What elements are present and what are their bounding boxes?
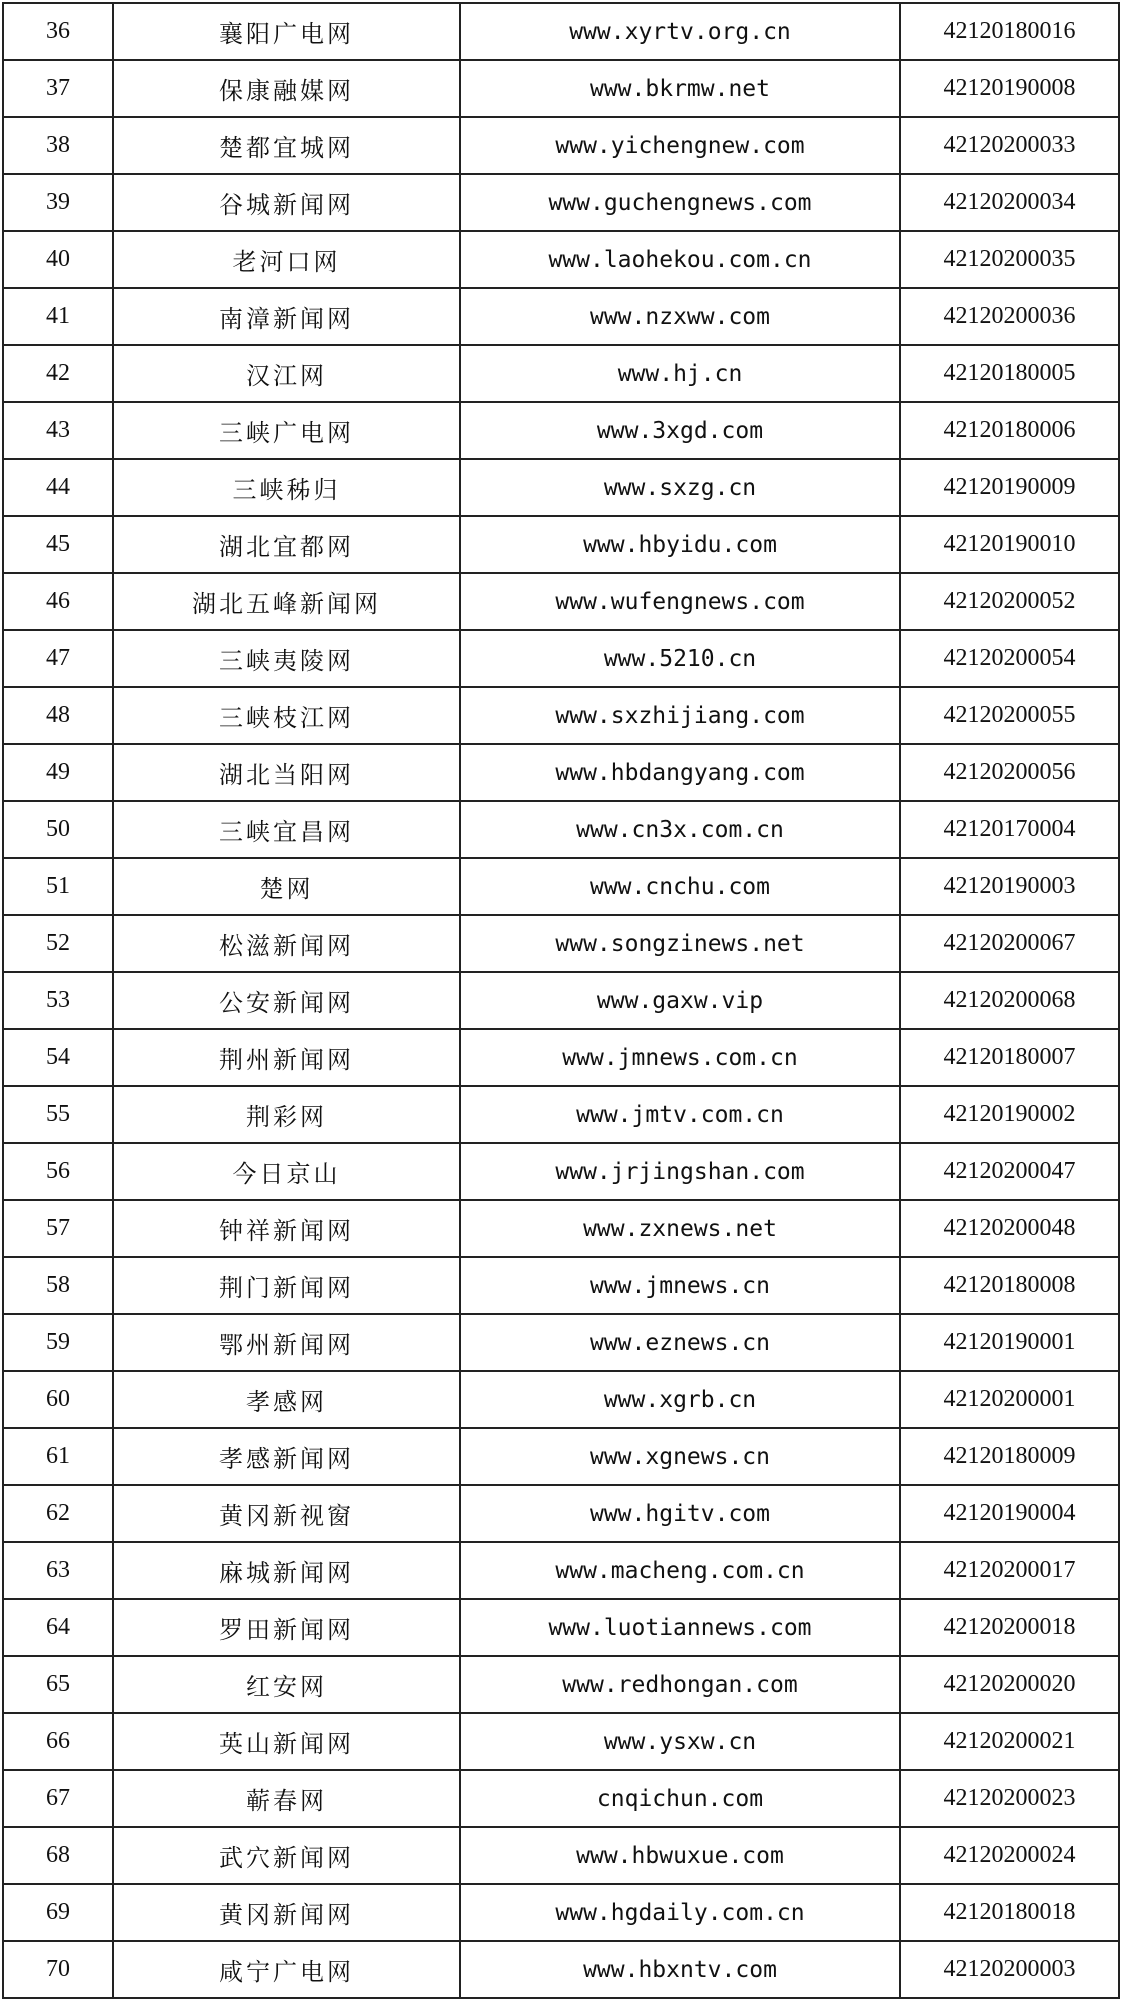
row-number-cell: 69: [3, 1884, 113, 1941]
registration-code-cell: 42120200021: [900, 1713, 1119, 1770]
site-url-cell: www.zxnews.net: [460, 1200, 900, 1257]
site-url-cell: www.sxzg.cn: [460, 459, 900, 516]
row-number-cell: 70: [3, 1941, 113, 1998]
site-name-cell: 三峡宜昌网: [113, 801, 460, 858]
site-name-cell: 麻城新闻网: [113, 1542, 460, 1599]
site-name-cell: 黄冈新视窗: [113, 1485, 460, 1542]
row-number-cell: 44: [3, 459, 113, 516]
table-row: [3, 459, 1119, 516]
table-row: [3, 1656, 1119, 1713]
registration-code-cell: 42120200023: [900, 1770, 1119, 1827]
site-url-cell: www.xyrtv.org.cn: [460, 3, 900, 60]
table-row: [3, 1086, 1119, 1143]
table-row: [3, 1542, 1119, 1599]
table-row: [3, 345, 1119, 402]
table-row: [3, 915, 1119, 972]
site-name-cell: 孝感网: [113, 1371, 460, 1428]
registration-code-cell: 42120200003: [900, 1941, 1119, 1998]
table-row: [3, 1770, 1119, 1827]
table-row: [3, 1884, 1119, 1941]
site-url-cell: www.luotiannews.com: [460, 1599, 900, 1656]
registration-code-cell: 42120180008: [900, 1257, 1119, 1314]
site-url-cell: www.hgdaily.com.cn: [460, 1884, 900, 1941]
registration-code-cell: 42120180016: [900, 3, 1119, 60]
registration-code-cell: 42120180007: [900, 1029, 1119, 1086]
registration-code-cell: 42120190003: [900, 858, 1119, 915]
site-url-cell: www.jmnews.cn: [460, 1257, 900, 1314]
site-url-cell: www.jrjingshan.com: [460, 1143, 900, 1200]
registration-code-cell: 42120200036: [900, 288, 1119, 345]
row-number-cell: 47: [3, 630, 113, 687]
table-row: [3, 1029, 1119, 1086]
site-url-cell: www.laohekou.com.cn: [460, 231, 900, 288]
registration-code-cell: 42120190008: [900, 60, 1119, 117]
site-url-cell: www.yichengnew.com: [460, 117, 900, 174]
site-url-cell: www.3xgd.com: [460, 402, 900, 459]
table-row: [3, 1713, 1119, 1770]
row-number-cell: 65: [3, 1656, 113, 1713]
registration-code-cell: 42120200047: [900, 1143, 1119, 1200]
site-url-cell: www.hgitv.com: [460, 1485, 900, 1542]
site-name-cell: 楚网: [113, 858, 460, 915]
site-url-cell: www.macheng.com.cn: [460, 1542, 900, 1599]
registration-code-cell: 42120200034: [900, 174, 1119, 231]
table-row: [3, 687, 1119, 744]
website-registry-table: [2, 2, 1120, 1999]
row-number-cell: 57: [3, 1200, 113, 1257]
site-name-cell: 蕲春网: [113, 1770, 460, 1827]
site-name-cell: 三峡广电网: [113, 402, 460, 459]
registration-code-cell: 42120200068: [900, 972, 1119, 1029]
table-row: [3, 174, 1119, 231]
registration-code-cell: 42120200035: [900, 231, 1119, 288]
registration-code-cell: 42120200017: [900, 1542, 1119, 1599]
row-number-cell: 48: [3, 687, 113, 744]
site-name-cell: 湖北宜都网: [113, 516, 460, 573]
table-row: [3, 117, 1119, 174]
row-number-cell: 52: [3, 915, 113, 972]
site-name-cell: 谷城新闻网: [113, 174, 460, 231]
site-url-cell: www.songzinews.net: [460, 915, 900, 972]
row-number-cell: 59: [3, 1314, 113, 1371]
site-name-cell: 荆州新闻网: [113, 1029, 460, 1086]
site-name-cell: 三峡秭归: [113, 459, 460, 516]
table-row: [3, 3, 1119, 60]
row-number-cell: 68: [3, 1827, 113, 1884]
table-row: [3, 1485, 1119, 1542]
row-number-cell: 49: [3, 744, 113, 801]
site-name-cell: 老河口网: [113, 231, 460, 288]
site-url-cell: www.5210.cn: [460, 630, 900, 687]
site-url-cell: www.xgrb.cn: [460, 1371, 900, 1428]
row-number-cell: 62: [3, 1485, 113, 1542]
site-name-cell: 湖北当阳网: [113, 744, 460, 801]
registration-code-cell: 42120200067: [900, 915, 1119, 972]
row-number-cell: 63: [3, 1542, 113, 1599]
site-name-cell: 罗田新闻网: [113, 1599, 460, 1656]
site-name-cell: 湖北五峰新闻网: [113, 573, 460, 630]
table-row: [3, 1428, 1119, 1485]
row-number-cell: 50: [3, 801, 113, 858]
site-url-cell: www.hbyidu.com: [460, 516, 900, 573]
row-number-cell: 67: [3, 1770, 113, 1827]
table-row: [3, 630, 1119, 687]
site-url-cell: www.wufengnews.com: [460, 573, 900, 630]
site-name-cell: 公安新闻网: [113, 972, 460, 1029]
row-number-cell: 54: [3, 1029, 113, 1086]
registration-code-cell: 42120200048: [900, 1200, 1119, 1257]
registration-code-cell: 42120200020: [900, 1656, 1119, 1713]
registration-code-cell: 42120200001: [900, 1371, 1119, 1428]
row-number-cell: 38: [3, 117, 113, 174]
registration-code-cell: 42120200056: [900, 744, 1119, 801]
site-url-cell: www.eznews.cn: [460, 1314, 900, 1371]
row-number-cell: 53: [3, 972, 113, 1029]
site-name-cell: 三峡夷陵网: [113, 630, 460, 687]
table-row: [3, 1599, 1119, 1656]
row-number-cell: 37: [3, 60, 113, 117]
site-url-cell: www.sxzhijiang.com: [460, 687, 900, 744]
table-row: [3, 858, 1119, 915]
table-row: [3, 516, 1119, 573]
site-url-cell: www.jmnews.com.cn: [460, 1029, 900, 1086]
site-url-cell: www.xgnews.cn: [460, 1428, 900, 1485]
row-number-cell: 40: [3, 231, 113, 288]
table-row: [3, 1371, 1119, 1428]
site-name-cell: 武穴新闻网: [113, 1827, 460, 1884]
table-row: [3, 288, 1119, 345]
registration-code-cell: 42120200055: [900, 687, 1119, 744]
row-number-cell: 56: [3, 1143, 113, 1200]
row-number-cell: 39: [3, 174, 113, 231]
site-name-cell: 襄阳广电网: [113, 3, 460, 60]
registration-code-cell: 42120170004: [900, 801, 1119, 858]
site-url-cell: www.ysxw.cn: [460, 1713, 900, 1770]
site-name-cell: 孝感新闻网: [113, 1428, 460, 1485]
site-url-cell: www.hj.cn: [460, 345, 900, 402]
registration-code-cell: 42120200033: [900, 117, 1119, 174]
row-number-cell: 60: [3, 1371, 113, 1428]
table-row: [3, 744, 1119, 801]
registration-code-cell: 42120190009: [900, 459, 1119, 516]
row-number-cell: 66: [3, 1713, 113, 1770]
table-row: [3, 972, 1119, 1029]
row-number-cell: 43: [3, 402, 113, 459]
registration-code-cell: 42120190001: [900, 1314, 1119, 1371]
registration-code-cell: 42120200054: [900, 630, 1119, 687]
site-url-cell: www.hbdangyang.com: [460, 744, 900, 801]
row-number-cell: 41: [3, 288, 113, 345]
row-number-cell: 51: [3, 858, 113, 915]
registration-code-cell: 42120200024: [900, 1827, 1119, 1884]
row-number-cell: 55: [3, 1086, 113, 1143]
table-row: [3, 573, 1119, 630]
site-name-cell: 红安网: [113, 1656, 460, 1713]
site-name-cell: 今日京山: [113, 1143, 460, 1200]
table-row: [3, 231, 1119, 288]
site-name-cell: 南漳新闻网: [113, 288, 460, 345]
site-url-cell: www.gaxw.vip: [460, 972, 900, 1029]
site-name-cell: 保康融媒网: [113, 60, 460, 117]
table-row: [3, 801, 1119, 858]
row-number-cell: 36: [3, 3, 113, 60]
registration-code-cell: 42120190004: [900, 1485, 1119, 1542]
site-name-cell: 汉江网: [113, 345, 460, 402]
site-name-cell: 英山新闻网: [113, 1713, 460, 1770]
site-url-cell: www.redhongan.com: [460, 1656, 900, 1713]
site-url-cell: www.hbwuxue.com: [460, 1827, 900, 1884]
table-row: [3, 1143, 1119, 1200]
row-number-cell: 46: [3, 573, 113, 630]
table-row: [3, 1941, 1119, 1998]
table-row: [3, 402, 1119, 459]
site-url-cell: www.cnchu.com: [460, 858, 900, 915]
registration-code-cell: 42120190002: [900, 1086, 1119, 1143]
site-name-cell: 楚都宜城网: [113, 117, 460, 174]
site-name-cell: 三峡枝江网: [113, 687, 460, 744]
row-number-cell: 64: [3, 1599, 113, 1656]
row-number-cell: 45: [3, 516, 113, 573]
row-number-cell: 42: [3, 345, 113, 402]
registration-code-cell: 42120180005: [900, 345, 1119, 402]
site-url-cell: www.guchengnews.com: [460, 174, 900, 231]
row-number-cell: 61: [3, 1428, 113, 1485]
table-body: [3, 3, 1119, 1998]
registration-code-cell: 42120180018: [900, 1884, 1119, 1941]
site-url-cell: www.cn3x.com.cn: [460, 801, 900, 858]
table-row: [3, 1257, 1119, 1314]
registration-code-cell: 42120200018: [900, 1599, 1119, 1656]
registration-code-cell: 42120180006: [900, 402, 1119, 459]
site-name-cell: 荆门新闻网: [113, 1257, 460, 1314]
site-url-cell: www.nzxww.com: [460, 288, 900, 345]
registration-code-cell: 42120190010: [900, 516, 1119, 573]
site-url-cell: cnqichun.com: [460, 1770, 900, 1827]
table-row: [3, 1314, 1119, 1371]
site-url-cell: www.hbxntv.com: [460, 1941, 900, 1998]
table-row: [3, 1200, 1119, 1257]
site-url-cell: www.bkrmw.net: [460, 60, 900, 117]
site-name-cell: 松滋新闻网: [113, 915, 460, 972]
site-name-cell: 黄冈新闻网: [113, 1884, 460, 1941]
site-name-cell: 荆彩网: [113, 1086, 460, 1143]
site-name-cell: 咸宁广电网: [113, 1941, 460, 1998]
registration-code-cell: 42120200052: [900, 573, 1119, 630]
site-name-cell: 鄂州新闻网: [113, 1314, 460, 1371]
site-name-cell: 钟祥新闻网: [113, 1200, 460, 1257]
registration-code-cell: 42120180009: [900, 1428, 1119, 1485]
table-row: [3, 1827, 1119, 1884]
site-url-cell: www.jmtv.com.cn: [460, 1086, 900, 1143]
table-row: [3, 60, 1119, 117]
row-number-cell: 58: [3, 1257, 113, 1314]
